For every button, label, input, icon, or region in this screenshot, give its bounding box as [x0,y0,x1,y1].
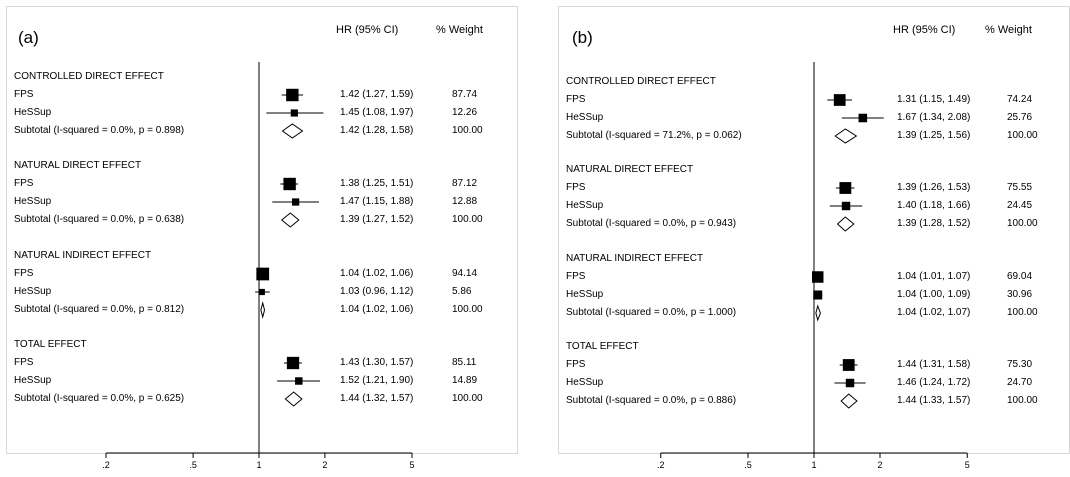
weight-text: 74.24 [1007,94,1033,105]
hr-ci-text: 1.38 (1.25, 1.51) [340,178,414,189]
study-label: FPS [566,271,586,282]
x-axis-tick-label: .2 [656,460,665,470]
group-title: CONTROLLED DIRECT EFFECT [14,71,164,82]
weight-text: 14.89 [452,375,478,386]
weight-text: 100.00 [1007,307,1038,318]
study-label: HeSSup [14,107,52,118]
weight-text: 75.30 [1007,359,1033,370]
hr-ci-text: 1.46 (1.24, 1.72) [897,377,971,388]
group-title: TOTAL EFFECT [14,339,87,350]
hr-ci-text: 1.45 (1.08, 1.97) [340,107,414,118]
weight-text: 87.12 [452,178,478,189]
subtotal-label: Subtotal (I-squared = 0.0%, p = 0.812) [14,304,185,315]
column-header-weight: % Weight [436,24,483,36]
weight-text: 85.11 [452,357,477,368]
hr-ci-text: 1.04 (1.02, 1.06) [340,268,414,279]
hr-ci-text: 1.44 (1.31, 1.58) [897,359,971,370]
study-label: HeSSup [566,377,604,388]
hr-ci-text: 1.43 (1.30, 1.57) [340,357,414,368]
weight-text: 24.45 [1007,200,1033,211]
x-axis-tick-label: 1 [256,460,262,470]
group-title: NATURAL INDIRECT EFFECT [14,250,152,261]
weight-text: 100.00 [452,393,483,404]
column-header-weight: % Weight [985,24,1032,36]
subtotal-label: Subtotal (I-squared = 0.0%, p = 0.886) [566,395,737,406]
weight-text: 69.04 [1007,271,1033,282]
hr-ci-text: 1.39 (1.27, 1.52) [340,214,414,225]
group-title: NATURAL DIRECT EFFECT [566,164,694,175]
subtotal-label: Subtotal (I-squared = 0.0%, p = 1.000) [566,307,737,318]
study-label: FPS [566,359,586,370]
study-label: FPS [14,268,34,279]
study-label: FPS [14,178,34,189]
panel-label: (b) [572,28,593,47]
weight-text: 5.86 [452,286,472,297]
subtotal-label: Subtotal (I-squared = 0.0%, p = 0.638) [14,214,185,225]
subtotal-label: Subtotal (I-squared = 71.2%, p = 0.062) [566,130,742,141]
weight-text: 100.00 [1007,395,1038,406]
x-axis-tick-label: 1 [811,460,817,470]
subtotal-label: Subtotal (I-squared = 0.0%, p = 0.898) [14,125,185,136]
group-title: NATURAL DIRECT EFFECT [14,160,142,171]
hr-ci-text: 1.31 (1.15, 1.49) [897,94,971,105]
column-header-hr: HR (95% CI) [336,24,399,36]
hr-ci-text: 1.47 (1.15, 1.88) [340,196,414,207]
hr-ci-text: 1.04 (1.02, 1.07) [897,307,971,318]
study-label: HeSSup [14,375,52,386]
group-title: TOTAL EFFECT [566,341,639,352]
x-axis-tick-label: 2 [877,460,883,470]
weight-text: 87.74 [452,89,478,100]
group-title: CONTROLLED DIRECT EFFECT [566,76,716,87]
study-label: HeSSup [566,289,604,300]
weight-text: 100.00 [1007,218,1038,229]
study-label: HeSSup [566,112,604,123]
hr-ci-text: 1.44 (1.33, 1.57) [897,395,971,406]
x-axis-tick-label: .2 [102,460,110,470]
hr-ci-text: 1.42 (1.28, 1.58) [340,125,414,136]
weight-text: 100.00 [452,214,483,225]
weight-text: 75.55 [1007,182,1033,193]
weight-text: 100.00 [1007,130,1038,141]
hr-ci-text: 1.03 (0.96, 1.12) [340,286,414,297]
x-axis-tick-label: 5 [964,460,970,470]
weight-text: 12.88 [452,196,478,207]
hr-ci-text: 1.04 (1.02, 1.06) [340,304,414,315]
hr-ci-text: 1.39 (1.25, 1.56) [897,130,971,141]
hr-ci-text: 1.44 (1.32, 1.57) [340,393,414,404]
x-axis-tick-label: .5 [744,460,752,470]
weight-text: 25.76 [1007,112,1033,123]
hr-ci-text: 1.52 (1.21, 1.90) [340,375,414,386]
weight-text: 24.70 [1007,377,1033,388]
study-label: HeSSup [14,286,52,297]
weight-text: 100.00 [452,304,483,315]
hr-ci-text: 1.39 (1.28, 1.52) [897,218,971,229]
weight-text: 30.96 [1007,289,1033,300]
study-label: FPS [14,89,34,100]
x-axis-tick-label: 5 [409,460,415,470]
panel-label: (a) [18,28,39,47]
study-label: HeSSup [566,200,604,211]
subtotal-label: Subtotal (I-squared = 0.0%, p = 0.625) [14,393,185,404]
x-axis-tick-label: .5 [189,460,197,470]
study-label: HeSSup [14,196,52,207]
hr-ci-text: 1.42 (1.27, 1.59) [340,89,414,100]
hr-ci-text: 1.40 (1.18, 1.66) [897,200,971,211]
group-title: NATURAL INDIRECT EFFECT [566,253,704,264]
column-header-hr: HR (95% CI) [893,24,956,36]
study-label: FPS [566,182,586,193]
hr-ci-text: 1.39 (1.26, 1.53) [897,182,971,193]
hr-ci-text: 1.67 (1.34, 2.08) [897,112,971,123]
x-axis-tick-label: 2 [322,460,328,470]
study-label: FPS [566,94,586,105]
hr-ci-text: 1.04 (1.01, 1.07) [897,271,971,282]
subtotal-label: Subtotal (I-squared = 0.0%, p = 0.943) [566,218,737,229]
weight-text: 94.14 [452,268,478,279]
hr-ci-text: 1.04 (1.00, 1.09) [897,289,971,300]
study-label: FPS [14,357,34,368]
weight-text: 100.00 [452,125,483,136]
weight-text: 12.26 [452,107,478,118]
